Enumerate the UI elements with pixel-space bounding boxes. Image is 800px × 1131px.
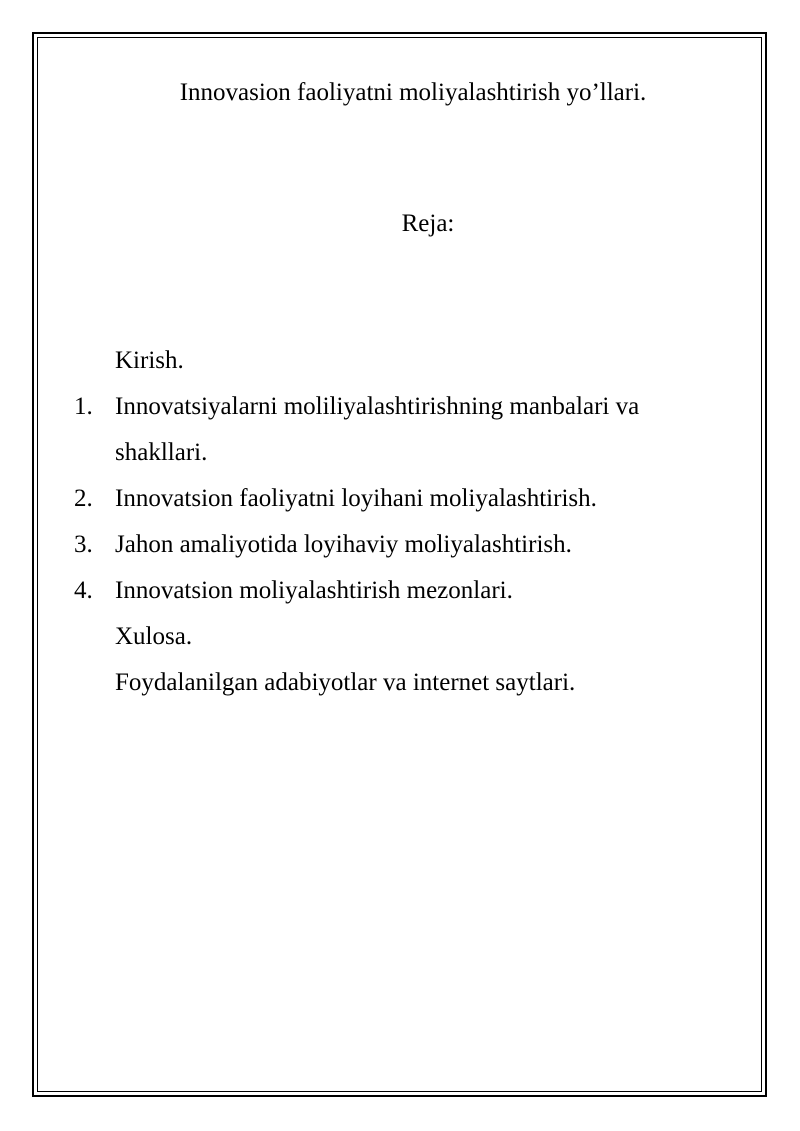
plan-item [70,568,710,614]
plan-item [70,384,710,476]
plan-item-number: 4. [74,577,93,604]
plan-item-text: Innovatsion faoliyatni loyihani moliyalashtirish. [115,485,597,512]
plan-item-number: 3. [74,531,93,558]
plan-item-text: Jahon amaliyotida loyihaviy moliyalashtirish. [115,531,572,558]
plan-item [70,614,710,660]
plan-list [70,338,710,706]
plan-item [70,476,710,522]
plan-item [70,338,710,384]
plan-heading: Reja: [401,210,455,237]
plan-item-text: Innovatsion moliyalashtirish mezonlari. [115,577,513,604]
plan-item-text: Foydalanilgan adabiyotlar va internet saytlari. [115,669,576,696]
plan-item [70,660,710,706]
plan-item [70,522,710,568]
plan-item-number: 1. [74,393,93,420]
plan-item-text: Innovatsiyalarni moliliyalashtirishning manbalari va shakllari. [115,393,640,466]
plan-item-text: Xulosa. [115,623,193,650]
document-title: Innovasion faoliyatni moliyalashtirish yo’llari. [179,79,647,106]
plan-item-text: Kirish. [115,347,184,374]
plan-item-number: 2. [74,485,93,512]
